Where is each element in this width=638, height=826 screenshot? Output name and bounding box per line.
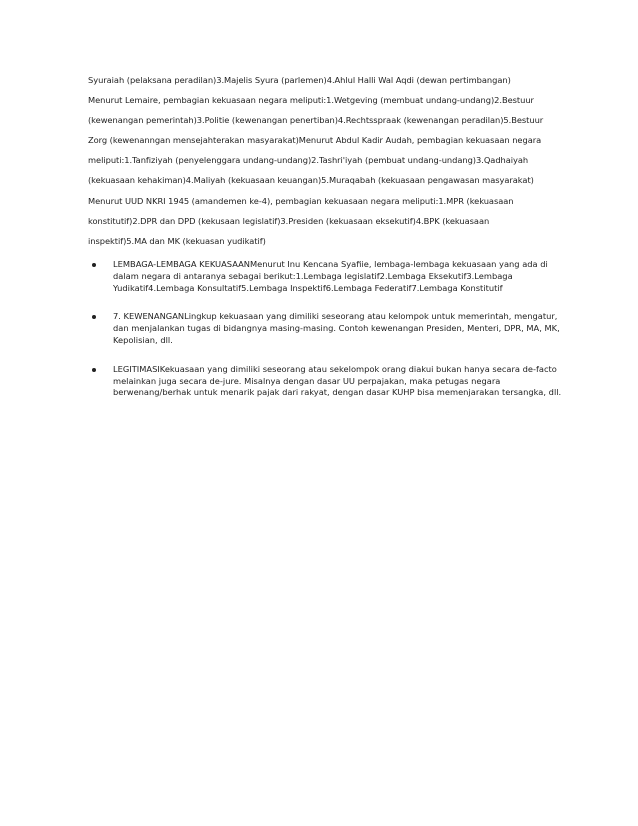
- bullet-icon: [92, 263, 96, 267]
- list-item-line: Kepolisian, dll.: [113, 334, 173, 345]
- list-item-line: dalam negara di antaranya sebagai berikut:1.Lembaga legislatif2.Lembaga Eksekutif3.Lembaga: [113, 270, 513, 281]
- list-item-line: Yudikatif4.Lembaga Konsultatif5.Lembaga Inspektif6.Lembaga Federatif7.Lembaga Konstitutif: [113, 282, 503, 293]
- list-item-line: LEMBAGA-LEMBAGA KEKUASAANMenurut Inu Kencana Syafiie, lembaga-lembaga kekuasaan yang ada di: [113, 259, 548, 269]
- paragraph-line: meliputi:1.Tanfiziyah (penyelenggara undang-undang)2.Tashri'iyah (pembuat undang-undang)3.Qadhaiyah: [88, 155, 529, 166]
- list-item-text: [113, 364, 570, 399]
- list-item-text: [113, 259, 570, 294]
- bullet-icon: [92, 368, 96, 372]
- paragraph-line: (kewenangan pemerintah)3.Politie (kewenangan penertiban)4.Rechtsspraak (kewenangan peradilan)5.Bestuur: [88, 115, 544, 126]
- paragraph-line: konstitutif)2.DPR dan DPD (kekusaan legislatif)3.Presiden (kekuasaan eksekutif)4.BPK (kekuasaan: [88, 215, 490, 226]
- bullet-icon: [92, 315, 96, 319]
- list-item-line: LEGITIMASIKekuasaan yang dimiliki seseorang atau sekelompok orang diakui bukan hanya secara de-facto: [113, 363, 557, 374]
- list-item-line: 7. KEWENANGANLingkup kekuasaan yang dimiliki seseorang atau kelompok untuk memerintah, mengatur,: [113, 311, 558, 322]
- paragraph-line: inspektif)5.MA dan MK (kekuasan yudikatif): [88, 235, 266, 246]
- paragraph-line: (kekuasaan kehakiman)4.Maliyah (kekuasaan keuangan)5.Muraqabah (kekuasaan pengawasan masyarakat): [88, 175, 534, 186]
- paragraph-line: Menurut Lemaire, pembagian kekuasaan negara meliputi:1.Wetgeving (membuat undang-undang)2.Bestuur: [88, 95, 534, 106]
- list-item-line: berwenang/berhak untuk menarik pajak dari rakyat, dengan dasar KUHP bisa memenjarakan tersangka, dll.: [113, 387, 562, 398]
- paragraph-line: Zorg (kewenanngan mensejahterakan masyarakat)Menurut Abdul Kadir Audah, pembagian kekuasaan negara: [88, 135, 542, 146]
- list-item-line: melainkan juga secara de-jure. Misalnya dengan dasar UU perpajakan, maka petugas negara: [113, 375, 501, 386]
- list-item: [88, 311, 570, 346]
- bullet-list: [88, 259, 570, 416]
- body-paragraph: [88, 70, 558, 251]
- list-item: [88, 259, 570, 294]
- paragraph-line: Syuraiah (pelaksana peradilan)3.Majelis Syura (parlemen)4.Ahlul Halli Wal Aqdi (dewan pertimbangan): [88, 75, 511, 85]
- list-item-line: dan menjalankan tugas di bidangnya masing-masing. Contoh kewenangan Presiden, Menteri, DPR, MA, MK,: [113, 323, 560, 334]
- list-item: [88, 364, 570, 399]
- paragraph-line: Menurut UUD NKRI 1945 (amandemen ke-4), pembagian kekuasaan negara meliputi:1.MPR (kekuasaan: [88, 195, 514, 206]
- list-item-text: [113, 311, 570, 346]
